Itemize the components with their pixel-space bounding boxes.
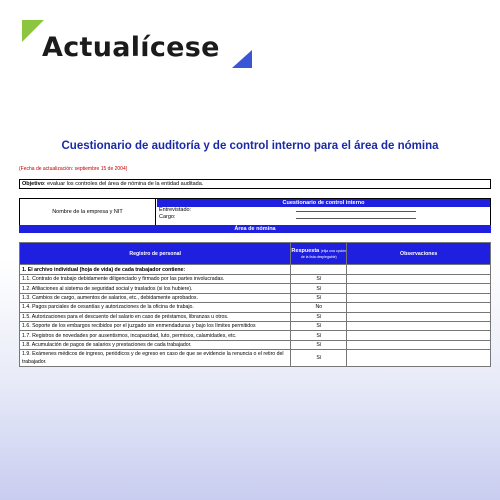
table-row [20,275,491,284]
row-response-select[interactable]: Sí [291,275,347,284]
section-empty-obs [347,265,491,275]
logo-text: Actualícese [42,32,220,63]
row-response-select[interactable]: Sí [291,284,347,293]
logo-green-triangle [22,20,44,42]
row-response-select[interactable]: Sí [291,331,347,340]
row-response-select[interactable]: Sí [291,293,347,302]
row-observations[interactable] [347,331,491,340]
row-response-select[interactable]: Sí [291,312,347,321]
position-field[interactable] [296,218,416,219]
col-respuesta-note: (elija una opción de la lista desplegable) [300,248,347,259]
row-observations[interactable] [347,321,491,330]
row-item: 1.1. Contrato de trabajo debidamente diligenciado y firmado por las partes involucradas. [20,275,291,284]
row-observations[interactable] [347,350,491,367]
row-item: 1.6. Soporte de los embargos recibidos por el juzgado sin enmendaduras y bajo los límites permitidos [20,321,291,330]
col-registro-header: Registro de personal [20,243,291,265]
area-bar: Área de nómina [19,225,491,233]
row-item: 1.5. Autorizaciones para el descuento del salario en caso de préstamos, libranzas u otros. [20,312,291,321]
row-response-select[interactable]: Sí [291,321,347,330]
section-title: 1. El archivo individual (hoja de vida) de cada trabajador contiene: [20,265,291,275]
objective-label: Objetivo [22,181,45,187]
table-row [20,284,491,293]
col-respuesta-header [291,243,347,265]
row-observations[interactable] [347,312,491,321]
row-observations[interactable] [347,340,491,349]
logo-blue-triangle [232,50,252,68]
row-response-select[interactable]: No [291,303,347,312]
interviewee-label: Entrevistado: [159,207,192,213]
actualicese-logo [22,20,262,74]
row-item: 1.3. Cambios de cargo, aumentos de salarios, etc., debidamente aprobados. [20,293,291,302]
col-respuesta-title: Respuesta [291,247,320,254]
interviewee-field[interactable] [296,211,416,212]
company-name-label: Nombre de la empresa y NIT [20,199,156,225]
table-row [20,321,491,330]
update-date: (Fecha de actualización: septiembre 15 de 2004) [19,166,128,172]
table-header-row [20,243,491,265]
row-item: 1.4. Pagos parciales de cesantías y autorizaciones de la oficina de trabajo. [20,303,291,312]
registro-table [19,242,491,367]
row-response-select[interactable]: Sí [291,350,347,367]
table-row [20,340,491,349]
objective-box [19,179,491,189]
row-observations[interactable] [347,284,491,293]
table-row [20,350,491,367]
section-row [20,265,491,275]
document-title: Cuestionario de auditoría y de control interno para el área de nómina [61,140,439,152]
table-row [20,331,491,340]
objective-text: : evaluar los controles del área de nómina de la entidad auditada. [44,181,204,187]
control-info-box [19,198,491,226]
row-item: 1.8. Acumulación de pagos de salarios y prestaciones de cada trabajador. [20,340,291,349]
row-response-select[interactable]: Sí [291,340,347,349]
row-observations[interactable] [347,303,491,312]
section-empty-resp [291,265,347,275]
table-row [20,293,491,302]
row-item: 1.7. Registros de novedades por ausentismos, incapacidad, luto, permisos, calamidades, etc. [20,331,291,340]
row-item: 1.2. Afiliaciones al sistema de seguridad social y traslados (si los hubiere). [20,284,291,293]
table-row [20,303,491,312]
col-observaciones-header: Observaciones [347,243,491,265]
row-item: 1.9. Exámenes médicos de ingreso, periódicos y de egreso en caso de que se evidencie la renuncia o el retiro del trabajador. [20,350,291,367]
table-row [20,312,491,321]
control-header: Cuestionario de control interno [157,199,490,207]
position-label: Cargo: [159,214,176,220]
row-observations[interactable] [347,275,491,284]
row-observations[interactable] [347,293,491,302]
